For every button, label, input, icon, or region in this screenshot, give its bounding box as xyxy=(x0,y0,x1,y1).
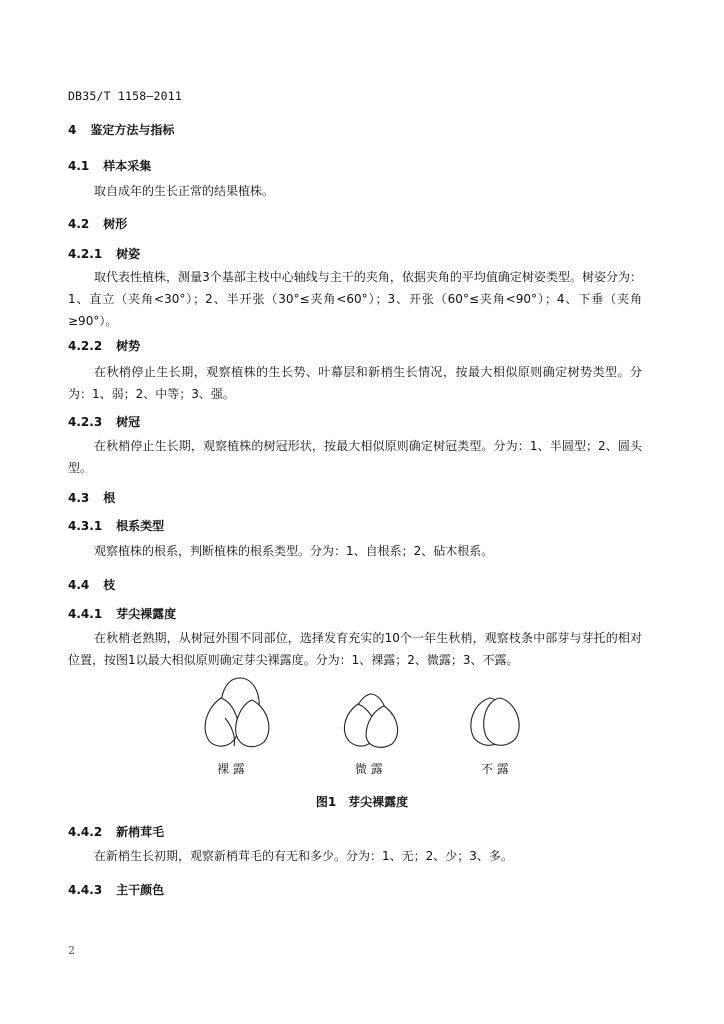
figure-number: 图1 xyxy=(315,795,337,809)
heading-number: 4 xyxy=(68,123,77,137)
page-number: 2 xyxy=(68,944,75,957)
figure-bud-exposure xyxy=(0,670,724,790)
heading-number: 4.2.2 xyxy=(68,339,103,353)
heading-4-4 xyxy=(68,576,115,593)
heading-title: 树冠 xyxy=(116,415,141,429)
heading-number: 4.3 xyxy=(68,491,90,505)
heading-number: 4.1 xyxy=(68,159,90,173)
heading-4-4-2 xyxy=(68,823,164,840)
bud-slightly-exposed-drawing xyxy=(344,694,397,747)
heading-4-3-1 xyxy=(68,517,164,534)
heading-title: 主干颜色 xyxy=(116,883,165,897)
paragraph-4-1: 取自成年的生长正常的结果植株。 xyxy=(94,184,275,198)
heading-title: 树形 xyxy=(103,217,128,231)
heading-4-2-2 xyxy=(68,337,140,354)
heading-number: 4.4.1 xyxy=(68,607,103,621)
heading-4-4-1 xyxy=(68,605,176,622)
heading-number: 4.2.3 xyxy=(68,415,103,429)
heading-4-2 xyxy=(68,215,127,232)
heading-number: 4.4.3 xyxy=(68,883,103,897)
heading-title: 鉴定方法与指标 xyxy=(90,123,175,137)
document-code: DB35/T 1158—2011 xyxy=(68,89,182,103)
heading-title: 树姿 xyxy=(116,247,141,261)
heading-title: 样本采集 xyxy=(103,159,152,173)
heading-4 xyxy=(68,121,174,138)
heading-4-1 xyxy=(68,157,151,174)
heading-number: 4.4 xyxy=(68,578,90,592)
bud-not-exposed-drawing xyxy=(471,698,519,745)
heading-title: 新梢茸毛 xyxy=(116,825,165,839)
figure-title xyxy=(0,793,724,810)
figure-caption: 芽尖裸露度 xyxy=(348,795,409,809)
figure-label-exposed: 裸 露 xyxy=(217,762,245,776)
heading-number: 4.4.2 xyxy=(68,825,103,839)
heading-number: 4.2 xyxy=(68,217,90,231)
heading-4-2-3 xyxy=(68,413,140,430)
paragraph-4-2-2: 在秋梢停止生长期，观察植株的生长势、叶幕层和新梢生长情况，按最大相似原则确定树势类型。分为：1、弱；2、中等；3、强。 xyxy=(68,365,642,401)
heading-title: 根 xyxy=(103,491,116,505)
figure-label-slightly-exposed: 微 露 xyxy=(355,762,383,776)
paragraph-4-2-3: 在秋梢停止生长期，观察植株的树冠形状，按最大相似原则确定树冠类型。分为：1、半圆型；2、圆头型。 xyxy=(68,439,642,475)
bud-exposed-drawing xyxy=(205,678,269,747)
paragraph-4-4-2: 在新梢生长初期，观察新梢茸毛的有无和多少。分为：1、无；2、少；3、多。 xyxy=(94,849,513,863)
heading-title: 根系类型 xyxy=(116,519,165,533)
heading-number: 4.2.1 xyxy=(68,247,103,261)
heading-4-4-3 xyxy=(68,881,164,898)
heading-4-2-1 xyxy=(68,245,140,262)
paragraph-4-4-1: 在秋梢老熟期，从树冠外围不同部位，选择发育充实的10个一年生秋梢，观察枝条中部芽与芽托的相对位置，按图1以最大相似原则确定芽尖裸露度。分为：1、裸露；2、微露；3、不露。 xyxy=(68,631,642,667)
heading-title: 芽尖裸露度 xyxy=(116,607,177,621)
figure-label-not-exposed: 不 露 xyxy=(481,762,509,776)
heading-4-3 xyxy=(68,489,115,506)
paragraph-4-3-1: 观察植株的根系，判断植株的根系类型。分为：1、自根系；2、砧木根系。 xyxy=(94,544,494,558)
paragraph-4-2-1: 取代表性植株，测量3个基部主枝中心轴线与主干的夹角，依据夹角的平均值确定树姿类型。树姿分为：1、直立（夹角<30°）；2、半开张（30°≤夹角<60°）；3、开张（60°≤夹角<90°）；4、下垂（夹角≥90°）。 xyxy=(68,270,642,328)
heading-title: 树势 xyxy=(116,339,141,353)
heading-number: 4.3.1 xyxy=(68,519,103,533)
heading-title: 枝 xyxy=(103,578,116,592)
